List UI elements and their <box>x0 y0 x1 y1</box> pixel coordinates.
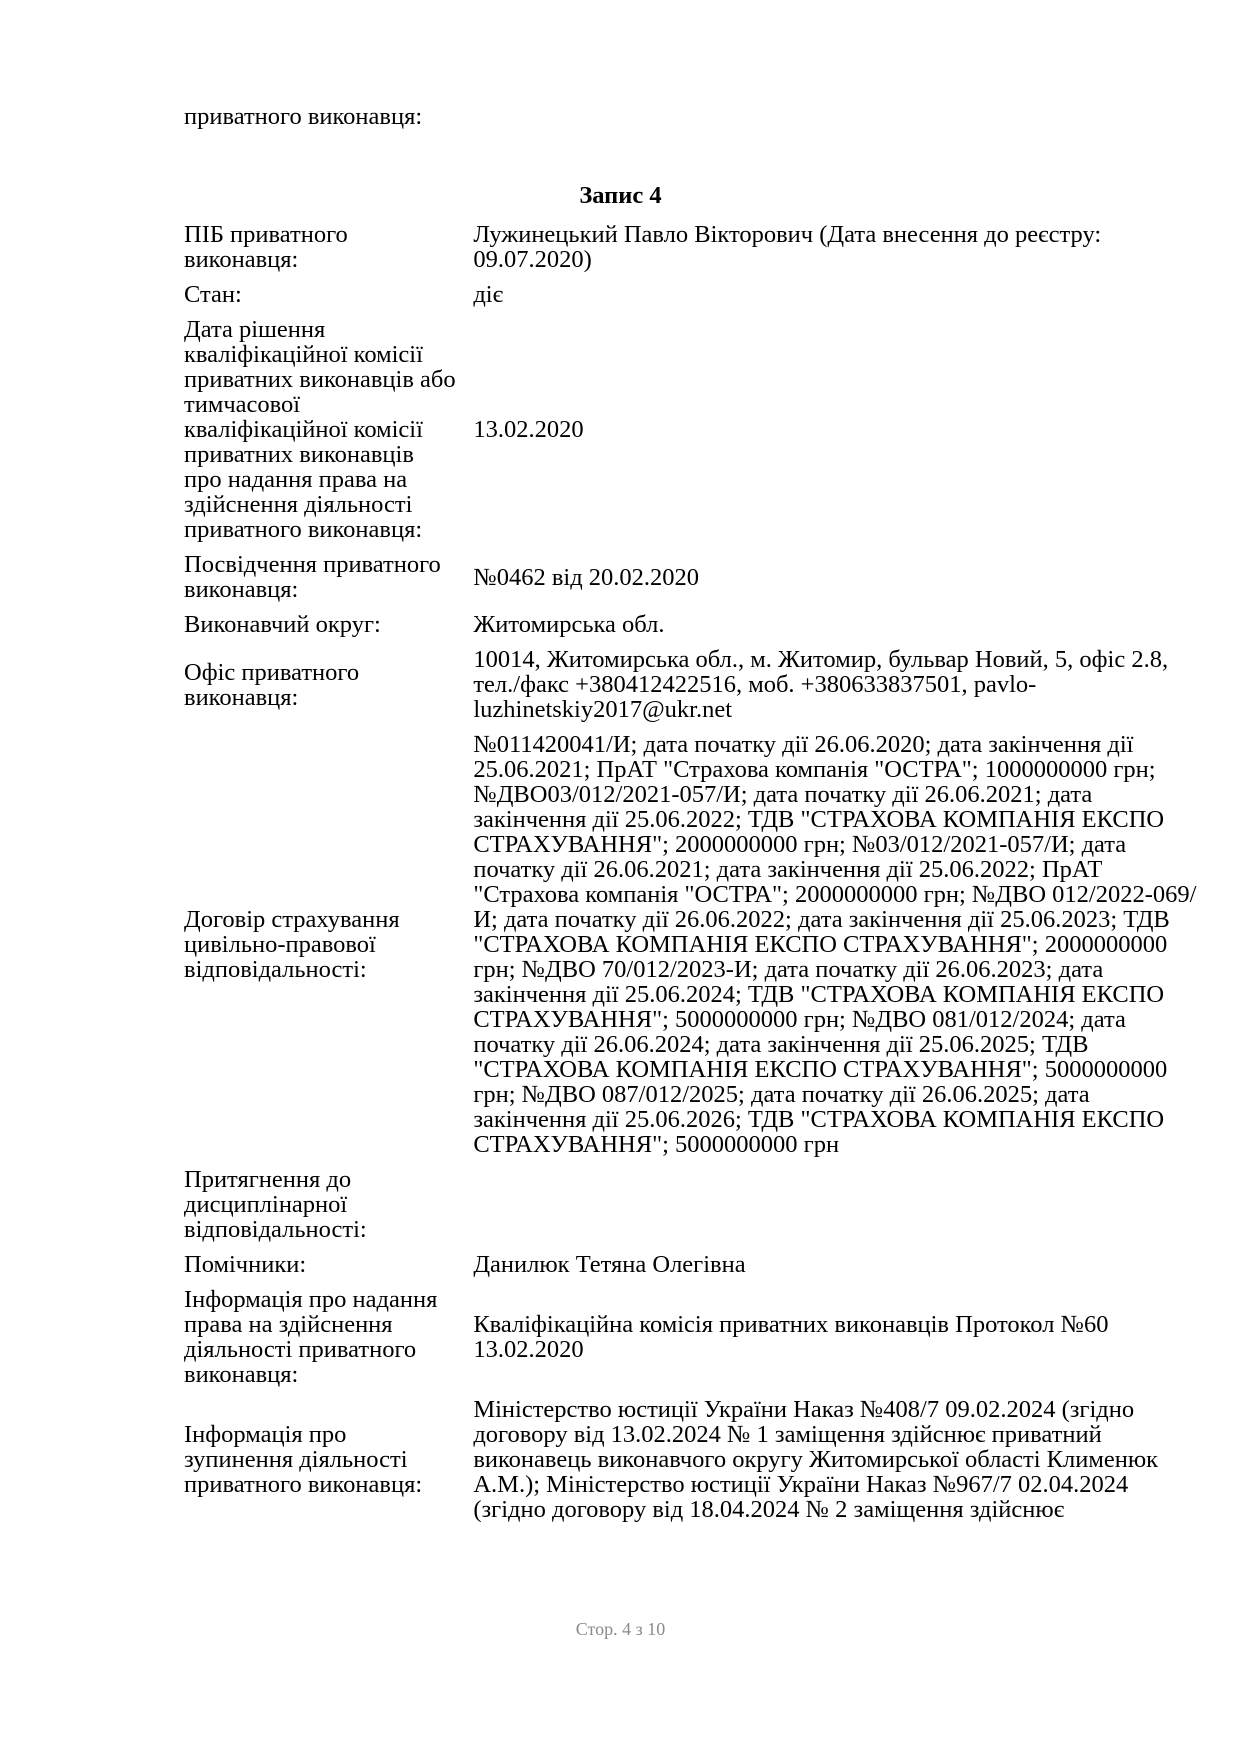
table-row <box>178 314 1208 549</box>
field-label: Договір страхування цивільно-правової відповідальності: <box>184 906 400 983</box>
table-row <box>178 1284 1208 1394</box>
table-row <box>178 729 1208 1164</box>
field-label: Дата рішення кваліфікаційної комісії приватних виконавців або тимчасової кваліфікаційної комісії приватних виконавців про надання права на здійснення діяльності приватного виконавця: <box>184 316 456 543</box>
field-label: Посвідчення приватного виконавця: <box>184 551 441 603</box>
field-value: Житомирська обл. <box>473 611 665 638</box>
field-label: Інформація про надання права на здійснення діяльності приватного виконавця: <box>184 1286 438 1388</box>
field-label: Офіс приватного виконавця: <box>184 658 360 711</box>
field-value: Данилюк Тетяна Олегівна <box>473 1251 746 1278</box>
field-value <box>463 1164 1208 1249</box>
field-label: Виконавчий округ: <box>184 611 381 638</box>
record-table <box>178 219 1208 1529</box>
table-row <box>178 644 1208 729</box>
field-label: Інформація про зупинення діяльності приватного виконавця: <box>184 1421 423 1498</box>
table-row <box>178 1394 1208 1529</box>
field-label: Притягнення до дисциплінарної відповідальності: <box>184 1166 367 1243</box>
table-row <box>178 1164 1208 1249</box>
field-label: Помічники: <box>184 1251 307 1278</box>
table-row <box>178 219 1208 279</box>
field-value: №011420041/И; дата початку дії 26.06.2020; дата закінчення дії 25.06.2021; ПрАТ "Страхова компанія "ОСТРА"; 1000000000 грн; №ДВО03/012/2021-057/И; дата початку дії 26.06.2021; дата закінчення дії 25.06.2022; ТДВ "СТРАХОВА КОМПАНІЯ ЕКСПО СТРАХУВАННЯ"; 2000000000 грн; №03/012/2021-057/И; дата початку дії 26.06.2021; дата закінчення дії 25.06.2022; ПрАТ "Страхова компанія "ОСТРА"; 2000000000 грн; №ДВО 012/2022-069/И; дата початку дії 26.06.2022; дата закінчення дії 25.06.2023; ТДВ "СТРАХОВА КОМПАНІЯ ЕКСПО СТРАХУВАННЯ"; 2000000000 грн; №ДВО 70/012/2023-И; дата початку дії 26.06.2023; дата закінчення дії 25.06.2024; ТДВ "СТРАХОВА КОМПАНІЯ ЕКСПО СТРАХУВАННЯ"; 5000000000 грн; №ДВО 081/012/2024; дата початку дії 26.06.2024; дата закінчення дії 25.06.2025; ТДВ "СТРАХОВА КОМПАНІЯ ЕКСПО СТРАХУВАННЯ"; 5000000000 грн; №ДВО 087/012/2025; дата початку дії 26.06.2025; дата закінчення дії 25.06.2026; ТДВ "СТРАХОВА КОМПАНІЯ ЕКСПО СТРАХУВАННЯ"; 5000000000 грн <box>473 731 1197 1158</box>
page-number: Стор. 4 з 10 <box>575 1619 666 1639</box>
field-value: №0462 від 20.02.2020 <box>473 563 700 591</box>
field-value: Міністерство юстиції України Наказ №408/7 09.02.2024 (згідно договору від 13.02.2024 № 1 заміщення здійснює приватний виконавець виконавчого округу Житомирської області Клименюк А.М.); Міністерство юстиції України Наказ №967/7 02.04.2024 (згідно договору від 18.04.2024 № 2 заміщення здійснює <box>473 1396 1159 1523</box>
field-value: Лужинецький Павло Вікторович (Дата внесення до реєстру: 09.07.2020) <box>473 221 1102 273</box>
table-row <box>178 609 1208 644</box>
record-title: Запис 4 <box>579 182 662 209</box>
table-row <box>178 279 1208 314</box>
table-row <box>178 549 1208 609</box>
table-row <box>178 1249 1208 1284</box>
field-value: 13.02.2020 <box>473 416 584 443</box>
continuation-text: приватного виконавця: <box>184 103 423 130</box>
field-value: діє <box>473 281 504 308</box>
field-value: Кваліфікаційна комісія приватних виконавців Протокол №60 13.02.2020 <box>473 1311 1109 1363</box>
field-label: Стан: <box>184 281 242 308</box>
field-value: 10014, Житомирська обл., м. Житомир, бульвар Новий, 5, офіс 2.8, тел./факс +380412422516, моб. +380633837501, pavlo-luzhinetskiy2017@ukr.net <box>473 646 1169 723</box>
field-label: ПІБ приватного виконавця: <box>184 221 348 273</box>
